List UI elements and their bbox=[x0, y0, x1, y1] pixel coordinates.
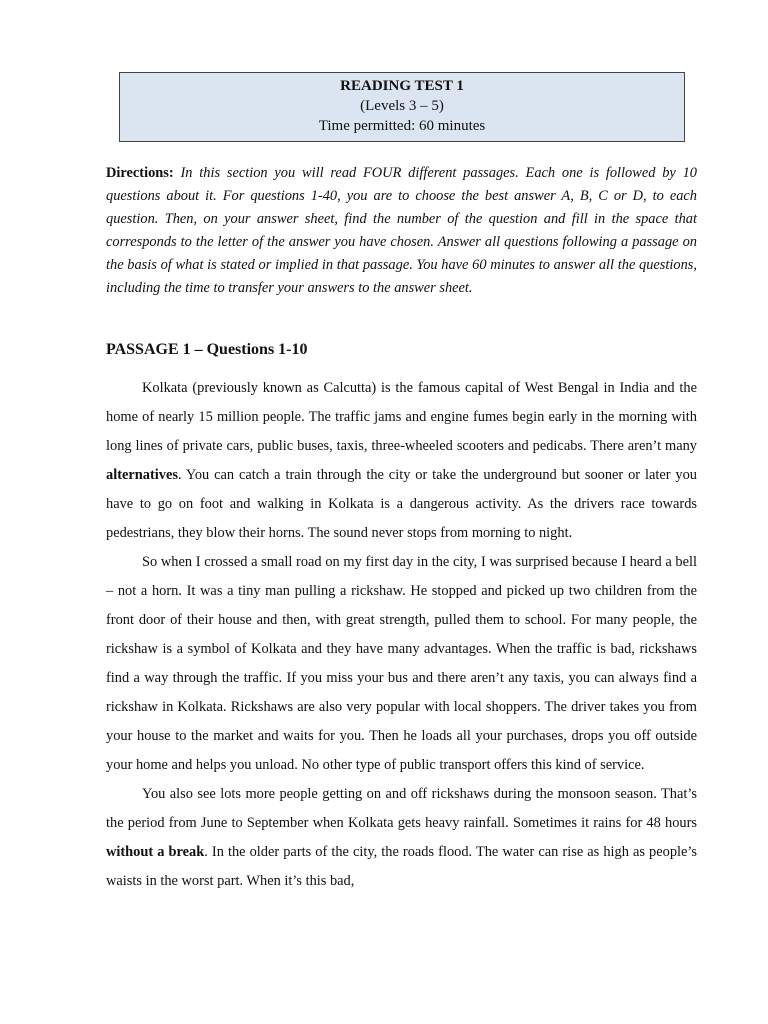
passage-heading: PASSAGE 1 – Questions 1-10 bbox=[106, 341, 308, 358]
directions-text: In this section you will read FOUR different passages. Each one is followed by 10 questions about it. For questions 1-40, you are to choose the best answer A, B, C or D, to each question. Then, on your answer sheet, find the number of the question and fill in the space that corresponds to the letter of the answer you have chosen. Answer all questions following a passage on the basis of what is stated or implied in that passage. You have 60 minutes to answer all the questions, including the time to transfer your answers to the answer sheet. bbox=[106, 165, 697, 296]
vocab-without-a-break: without a break bbox=[106, 844, 205, 860]
directions-label: Directions: bbox=[106, 165, 174, 181]
passage-body bbox=[106, 374, 697, 896]
passage-paragraph-1 bbox=[106, 374, 697, 548]
paragraph-3-text-a: You also see lots more people getting on and off rickshaws during the monsoon season. That’s the period from June to September when Kolkata gets heavy rainfall. Sometimes it rains for 48 hours bbox=[106, 786, 697, 831]
test-time-permitted: Time permitted: 60 minutes bbox=[318, 118, 486, 134]
test-header-box bbox=[119, 72, 685, 142]
test-title: READING TEST 1 bbox=[340, 78, 464, 94]
passage-paragraph-3 bbox=[106, 780, 697, 896]
paragraph-1-text-b: . You can catch a train through the city or take the underground but sooner or later you have to go on foot and walking in Kolkata is a dangerous activity. As the drivers race towards pedestrians, they blow their horns. The sound never stops from morning to night. bbox=[106, 467, 697, 541]
vocab-alternatives: alternatives bbox=[106, 467, 178, 483]
paragraph-1-text-a: Kolkata (previously known as Calcutta) is the famous capital of West Bengal in India and the home of nearly 15 million people. The traffic jams and engine fumes begin early in the morning with long lines of private cars, public buses, taxis, three-wheeled scooters and pedicabs. There aren’t many bbox=[106, 380, 697, 454]
test-levels: (Levels 3 – 5) bbox=[360, 98, 444, 114]
passage-paragraph-2: So when I crossed a small road on my first day in the city, I was surprised because I heard a bell – not a horn. It was a tiny man pulling a rickshaw. He stopped and picked up two children from the front door of their house and then, with great strength, pulled them to school. For many people, the rickshaw is a symbol of Kolkata and they have many advantages. When the traffic is bad, rickshaws find a way through the traffic. If you miss your bus and there aren’t any taxis, you can always find a rickshaw in Kolkata. Rickshaws are also very popular with local shoppers. The driver takes you from your house to the market and waits for you. Then he loads all your purchases, drops you off outside your home and helps you unload. No other type of public transport offers this kind of service. bbox=[106, 554, 697, 773]
directions-paragraph bbox=[106, 162, 697, 300]
paragraph-3-text-b: . In the older parts of the city, the roads flood. The water can rise as high as people’s waists in the worst part. When it’s this bad, bbox=[106, 844, 697, 889]
